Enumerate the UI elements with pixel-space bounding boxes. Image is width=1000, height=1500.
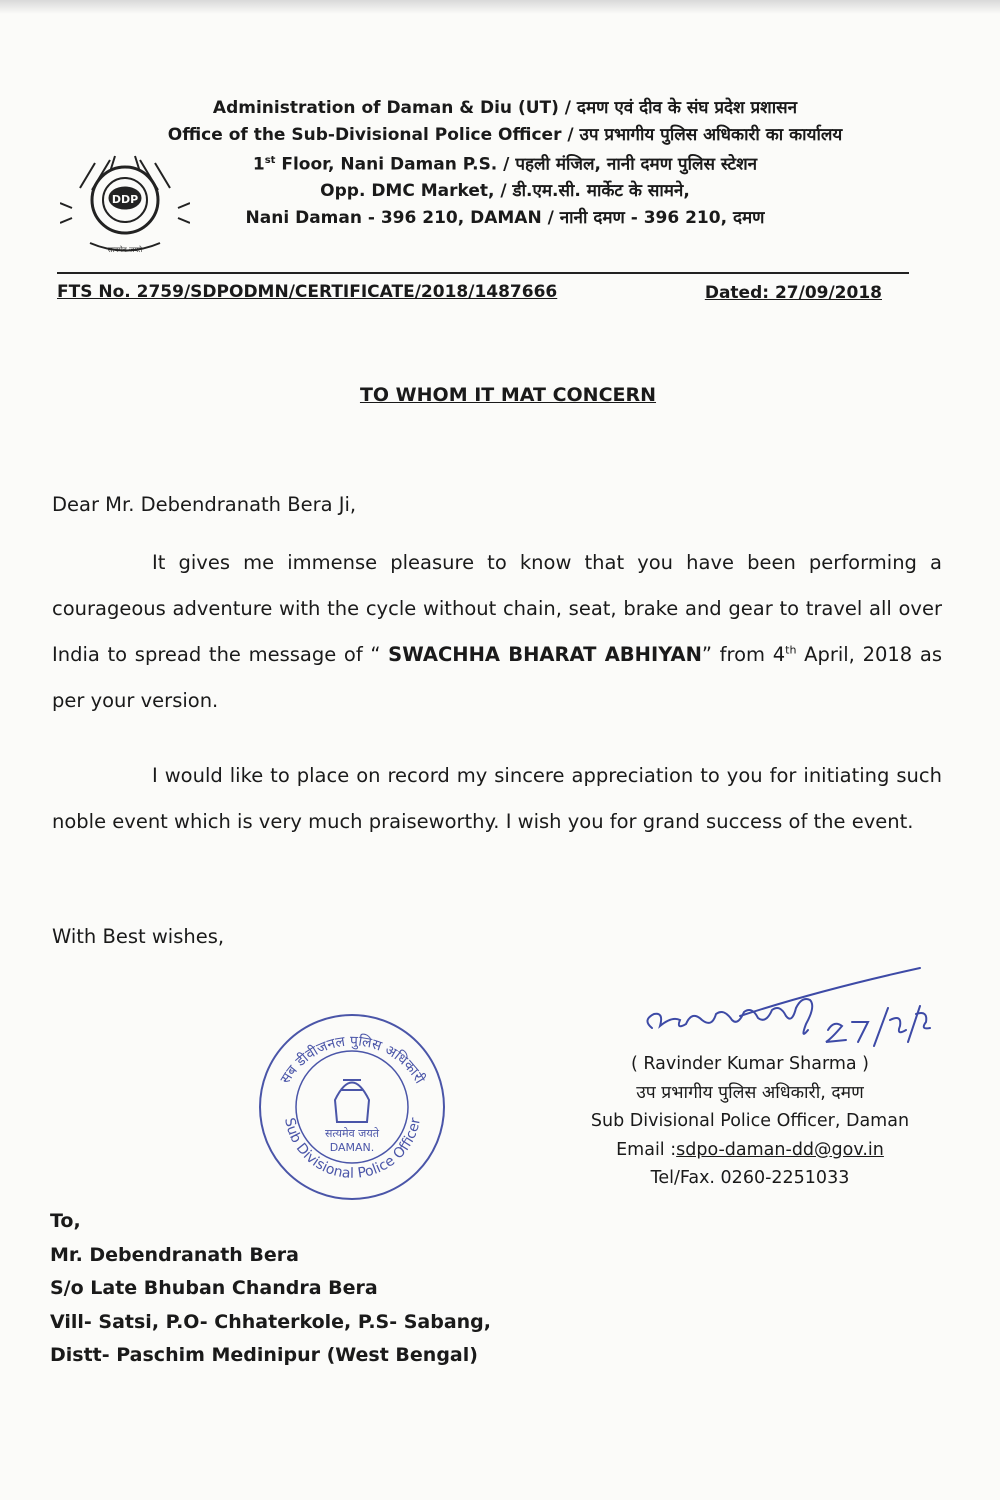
svg-text:सब डीवीजनल पुलिस अधिकारी bbox=[278, 1033, 429, 1087]
signatory-tel: Tel/Fax. 0260-2251033 bbox=[650, 1168, 850, 1188]
emblem-abbrev: DDP bbox=[111, 193, 139, 206]
closing-line: With Best wishes, bbox=[52, 925, 225, 948]
address-village: Vill- Satsi, P.O- Chhaterkole, P.S- Sabang, bbox=[50, 1310, 491, 1333]
scan-edge bbox=[0, 0, 1000, 14]
campaign-name: SWACHHA BHARAT ABHIYAN bbox=[388, 643, 702, 666]
letterhead-line-office: Office of the Sub-Divisional Police Officer / उप प्रभागीय पुलिस अधिकारी का कार्यालय bbox=[167, 124, 843, 145]
letter-subject: TO WHOM IT MAT CONCERN bbox=[359, 384, 657, 406]
letterhead bbox=[115, 95, 895, 231]
seal-top-text: सब डीवीजनल पुलिस अधिकारी bbox=[277, 1033, 428, 1087]
signatory-block bbox=[560, 1050, 940, 1193]
body-paragraph-1: It gives me immense pleasure to know that you have been performing a courageous adventure with the cycle without chain, seat, brake and gear to travel all over India to spread the message of “ SWACHHA BHARAT ABHIYAN” from 4th April, 2018 as per your version. bbox=[52, 551, 942, 712]
seal-place: DAMAN. bbox=[329, 1141, 375, 1154]
signatory-title-hindi: उप प्रभागीय पुलिस अधिकारी, दमण bbox=[636, 1082, 864, 1103]
header-divider bbox=[57, 272, 909, 274]
signatory-name: ( Ravinder Kumar Sharma ) bbox=[630, 1054, 870, 1074]
address-to: To, bbox=[50, 1210, 81, 1232]
address-district: Distt- Paschim Medinipur (West Bengal) bbox=[50, 1344, 478, 1366]
email-link[interactable]: sdpo-daman-dd@gov.in bbox=[676, 1139, 884, 1160]
signatory-email: Email :sdpo-daman-dd@gov.in bbox=[616, 1139, 884, 1160]
signatory-title-english: Sub Divisional Police Officer, Daman bbox=[590, 1111, 910, 1131]
address-name: Mr. Debendranath Bera bbox=[50, 1243, 299, 1266]
body-paragraph-2: I would like to place on record my sincere appreciation to you for initiating such noble event which is very much praiseworthy. I wish you for grand success of the event. bbox=[52, 764, 942, 833]
emblem-motto: सत्यमेव जयते bbox=[107, 246, 143, 254]
letterhead-line-pincode: Nani Daman - 396 210, DAMAN / नानी दमण - 396 210, दमण bbox=[245, 207, 765, 228]
fts-reference: FTS No. 2759/SDPODMN/CERTIFICATE/2018/1487666 bbox=[57, 282, 558, 302]
seal-motto: सत्यमेव जयते bbox=[324, 1127, 380, 1140]
address-relation: S/o Late Bhuban Chandra Bera bbox=[50, 1277, 378, 1299]
letterhead-line-market: Opp. DMC Market, / डी.एम.सी. मार्केट के सामने, bbox=[320, 181, 690, 202]
salutation: Dear Mr. Debendranath Bera Ji, bbox=[52, 493, 357, 516]
letterhead-line-floor: 1st Floor, Nani Daman P.S. / पहली मंजिल, नानी दमण पुलिस स्टेशन bbox=[252, 154, 758, 175]
letter-date: Dated: 27/09/2018 bbox=[704, 283, 882, 303]
official-seal-stamp bbox=[255, 1010, 450, 1205]
seal-bottom-text: Sub Divisional Police Officer bbox=[281, 1116, 424, 1182]
recipient-address bbox=[50, 1205, 491, 1373]
letterhead-line-administration: Administration of Daman & Diu (UT) / दमण एवं दीव के संघ प्रदेश प्रशासन bbox=[212, 98, 798, 118]
handwritten-signature bbox=[620, 950, 940, 1060]
